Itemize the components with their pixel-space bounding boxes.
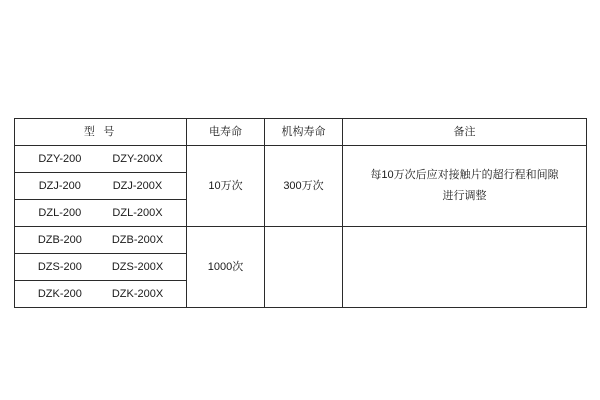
model-pair [38,152,162,167]
column-header-remark: 备注 [343,119,587,146]
column-header-model: 型 号 [15,119,187,146]
cell-model [15,227,187,254]
model-pair [39,179,163,194]
cell-model [15,281,187,308]
cell-electrical-life-group2: 1000次 [187,227,265,308]
model-pair [38,260,163,275]
column-header-mechanical-life: 机构寿命 [265,119,343,146]
cell-remark-group2 [343,227,587,308]
spec-table [14,118,587,308]
model-code-variant: DZJ-200X [112,179,163,192]
model-code-variant: DZK-200X [111,287,164,300]
cell-mechanical-life-group2 [265,227,343,308]
model-code-primary: DZB-200 [37,233,82,246]
model-code-variant: DZS-200X [111,260,164,273]
cell-remark-group1 [343,146,587,227]
model-pair [38,233,163,248]
table-header-row [15,119,587,146]
model-code-primary: DZS-200 [37,260,82,273]
cell-electrical-life-group1: 10万次 [187,146,265,227]
model-code-primary: DZL-200 [38,206,82,219]
model-code-primary: DZK-200 [37,287,82,300]
model-pair [38,206,162,221]
model-pair [38,287,163,302]
model-code-primary: DZY-200 [38,152,82,165]
model-code-variant: DZL-200X [112,206,163,219]
spec-table-container [14,118,586,308]
cell-model [15,200,187,227]
remark-line-1: 每10万次后应对接触片的超行程和间隙 [370,169,559,182]
cell-model [15,254,187,281]
table-row [15,146,587,173]
table-body [15,146,587,308]
model-code-primary: DZJ-200 [38,179,81,192]
cell-model [15,173,187,200]
column-header-electrical-life: 电寿命 [187,119,265,146]
table-header [15,119,587,146]
model-code-variant: DZB-200X [111,233,164,246]
cell-mechanical-life-group1: 300万次 [265,146,343,227]
model-code-variant: DZY-200X [112,152,163,165]
cell-model [15,146,187,173]
table-row [15,227,587,254]
remark-line-2: 进行调整 [442,190,487,202]
